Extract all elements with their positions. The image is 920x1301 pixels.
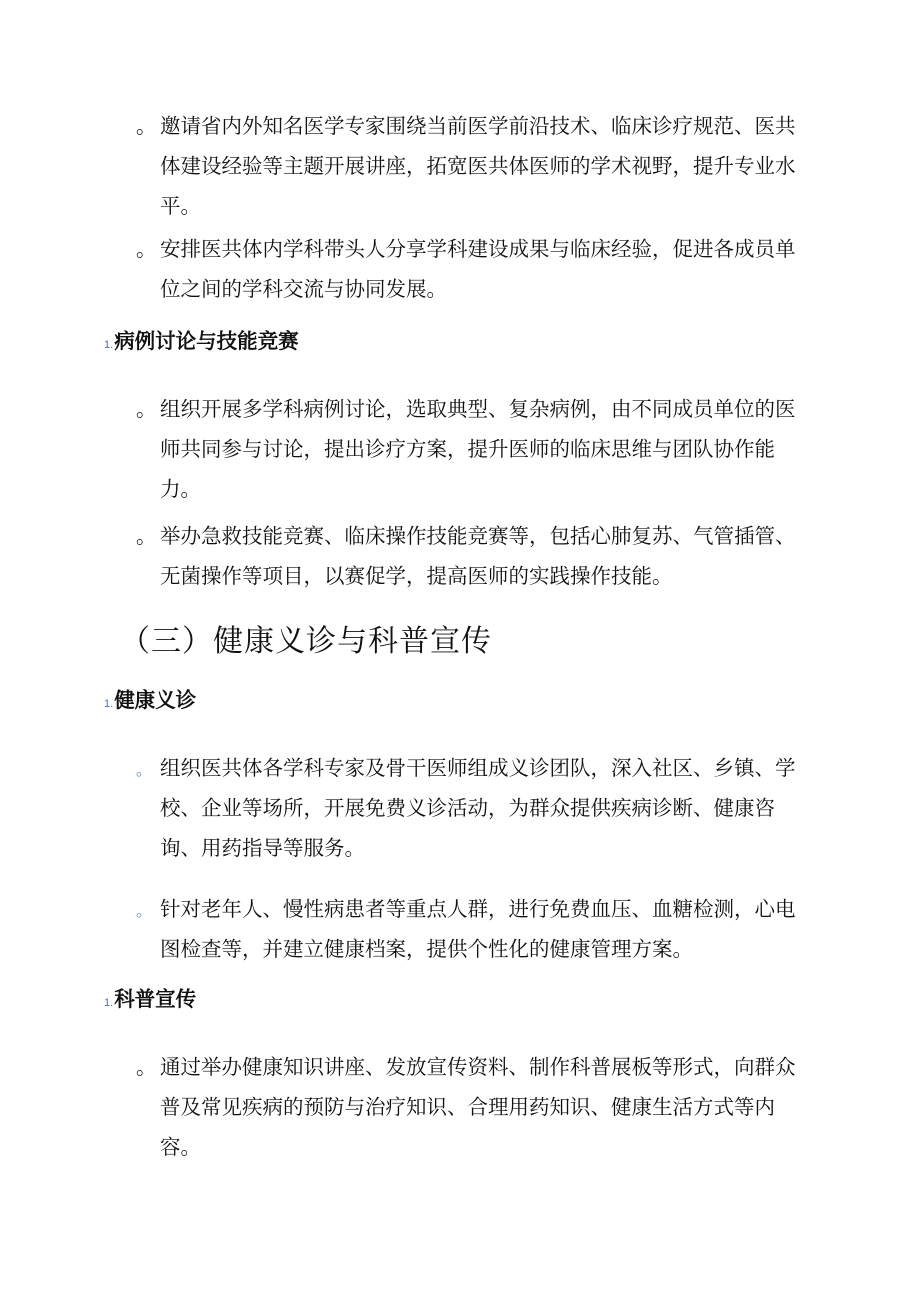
section-heading-health-outreach: （三）健康义诊与科普宣传 bbox=[120, 624, 492, 659]
list-number: 1. bbox=[104, 997, 114, 1009]
subheading-text: 健康义诊 bbox=[114, 688, 197, 712]
bullet-marker: 。 bbox=[136, 397, 157, 421]
bullet-clinic-team bbox=[136, 748, 808, 868]
bullet-text: 举办急救技能竞赛、临床操作技能竞赛等，包括心肺复苏、气管插管、无菌操作等项目，以赛促学，提高医师的实践操作技能。 bbox=[160, 524, 796, 588]
bullet-text: 组织医共体各学科专家及骨干医师组成义诊团队，深入社区、乡镇、学校、企业等场所，开展免费义诊活动，为群众提供疾病诊断、健康咨询、用药指导等服务。 bbox=[160, 756, 796, 860]
list-number: 1. bbox=[104, 339, 114, 351]
subheading-text: 科普宣传 bbox=[114, 987, 197, 1011]
bullet-text: 组织开展多学科病例讨论，选取典型、复杂病例，由不同成员单位的医师共同参与讨论，提出诊疗方案，提升医师的临床思维与团队协作能力。 bbox=[160, 397, 796, 501]
subheading-case-discussion bbox=[104, 326, 299, 360]
list-number: 1. bbox=[104, 698, 114, 710]
bullet-marker: 。 bbox=[136, 237, 157, 261]
bullet-key-population bbox=[136, 889, 808, 969]
bullet-health-education bbox=[136, 1047, 808, 1167]
bullet-text: 邀请省内外知名医学专家围绕当前医学前沿技术、临床诊疗规范、医共体建设经验等主题开展讲座，拓宽医共体医师的学术视野，提升专业水平。 bbox=[160, 114, 796, 218]
bullet-marker: 。 bbox=[136, 114, 157, 138]
bullet-text: 针对老年人、慢性病患者等重点人群，进行免费血压、血糖检测，心电图检查等，并建立健康档案，提供个性化的健康管理方案。 bbox=[160, 897, 796, 961]
bullet-marker: 。 bbox=[136, 1055, 157, 1079]
bullet-mdt-discussion bbox=[136, 389, 808, 509]
bullet-text: 安排医共体内学科带头人分享学科建设成果与临床经验，促进各成员单位之间的学科交流与协同发展。 bbox=[160, 237, 796, 301]
bullet-marker: 。 bbox=[136, 760, 153, 779]
bullet-discipline-sharing bbox=[136, 229, 808, 309]
subheading-science-promotion bbox=[104, 984, 196, 1018]
subheading-free-clinic bbox=[104, 685, 196, 719]
bullet-marker: 。 bbox=[136, 901, 153, 920]
bullet-skill-competition bbox=[136, 516, 808, 596]
bullet-text: 通过举办健康知识讲座、发放宣传资料、制作科普展板等形式，向群众普及常见疾病的预防与治疗知识、合理用药知识、健康生活方式等内容。 bbox=[160, 1055, 796, 1159]
bullet-marker: 。 bbox=[136, 524, 157, 548]
bullet-lecture-invite bbox=[136, 106, 808, 226]
subheading-text: 病例讨论与技能竞赛 bbox=[114, 329, 299, 353]
